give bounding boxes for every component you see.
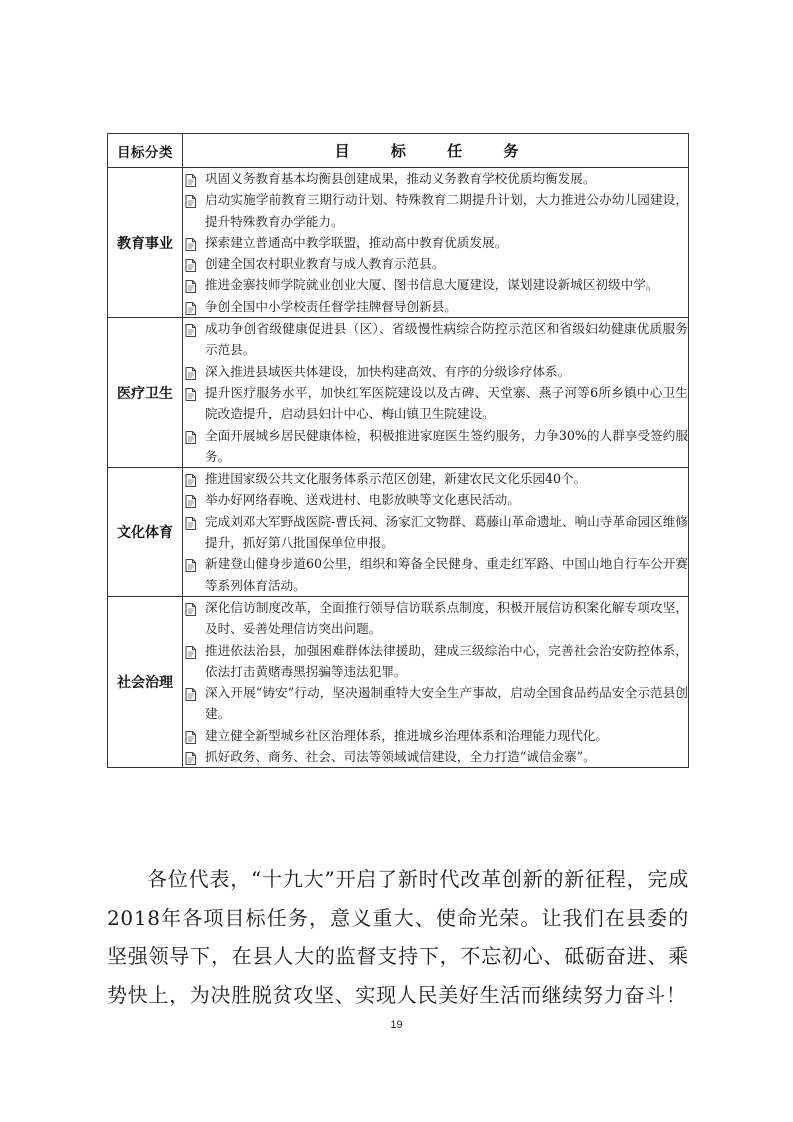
document-icon (185, 644, 196, 657)
document-icon (185, 386, 196, 399)
list-item (183, 253, 688, 274)
task-text: 新建登山健身步道60公里，组织和筹备全民健身、重走红军路、中国山地自行车公开赛等系列体育活动。 (205, 556, 688, 593)
task-text: 建立健全新型城乡社区治理体系，推进城乡治理体系和治理能力现代化。 (205, 727, 608, 743)
task-text: 推进金寨技师学院就业创业大厦、图书信息大厦建设，谋划建设新城区初级中学。 (205, 277, 659, 293)
document-icon (185, 472, 196, 485)
task-text: 探索建立普通高中教学联盟，推动高中教育优质发展。 (205, 234, 508, 250)
task-list (183, 168, 688, 317)
document-icon (185, 686, 196, 699)
list-item (183, 597, 688, 640)
page-number: 19 (390, 1019, 403, 1031)
list-item (183, 382, 688, 425)
list-item (183, 318, 688, 361)
table-row (108, 168, 689, 318)
list-item (183, 468, 688, 489)
document-icon (185, 750, 196, 763)
task-text: 深入推进县域医共体建设，加快构建高效、有序的分级诊疗体系。 (205, 363, 571, 379)
task-text: 创建全国农村职业教育与成人教育示范县。 (205, 256, 445, 272)
document-icon (185, 365, 196, 378)
document-icon (185, 278, 196, 291)
list-item (183, 725, 688, 746)
list-item (183, 640, 688, 683)
list-item (183, 553, 688, 596)
task-text: 深化信访制度改革，全面推行领导信访联系点制度，积极开展信访积案化解专项攻坚，及时、妥善处理信访突出问题。 (205, 599, 688, 637)
tasks-cell (183, 596, 689, 767)
task-list (183, 318, 688, 467)
task-text: 巩固义务教育基本均衡县创建成果，推动义务教育学校优质均衡发展。 (205, 171, 596, 186)
table-row (108, 596, 689, 767)
header-category: 目标分类 (108, 134, 183, 168)
task-text: 提升医疗服务水平，加快红军医院建设以及古碑、天堂寨、燕子河等6所乡镇中心卫生院改造提升，启动县妇计中心、梅山镇卫生院建设。 (205, 384, 688, 422)
document-icon (185, 493, 196, 506)
document-icon (185, 236, 196, 249)
list-item (183, 511, 688, 554)
task-list (183, 597, 688, 767)
list-item (183, 274, 688, 295)
table-body (108, 168, 689, 768)
category-cell: 社会治理 (108, 596, 183, 767)
task-text: 举办好网络春晚、送戏进村、电影放映等文化惠民活动。 (205, 492, 520, 508)
category-cell: 教育事业 (108, 168, 183, 318)
task-text: 推进依法治县，加强困难群体法律援助，建成三级综治中心，完善社会治安防控体系，依法打击黄赌毒黑拐骗等违法犯罪。 (205, 642, 688, 679)
closing-paragraph: 各位代表，“十九大”开启了新时代改革创新的新征程，完成2018年各项目标任务，意义重大、使命光荣。让我们在县委的坚强领导下，在县人大的监督支持下，不忘初心、砥砺奋进、乘势快上，为决胜脱贫攻坚、实现人民美好生活而继续努力奋斗！ (107, 867, 689, 1007)
tasks-cell (183, 318, 689, 468)
table-row (108, 318, 689, 468)
document-icon (185, 729, 196, 742)
table-header-row (108, 134, 689, 168)
task-text: 完成刘邓大军野战医院-曹氏祠、汤家汇文物群、葛藤山革命遗址、响山寺革命园区维修提升，抓好第八批国保单位申报。 (205, 513, 688, 551)
document-icon (185, 515, 196, 528)
document-icon (185, 172, 196, 185)
category-cell: 文化体育 (108, 468, 183, 597)
task-text: 抓好政务、商务、社会、司法等领域诚信建设，全力打造“诚信金寨”。 (205, 749, 596, 765)
list-item (183, 746, 688, 767)
task-text: 全面开展城乡居民健康体检，积极推进家庭医生签约服务，力争30%的人群享受签约服务。 (205, 427, 688, 464)
tasks-cell (183, 468, 689, 597)
list-item (183, 232, 688, 253)
document-icon (185, 557, 196, 570)
list-item (183, 425, 688, 468)
document-icon (185, 300, 196, 313)
task-text: 争创全国中小学校责任督学挂牌督导创新县。 (205, 298, 457, 314)
task-text: 推进国家级公共文化服务体系示范区创建，新建农民文化乐园40个。 (205, 471, 587, 487)
list-item (183, 682, 688, 725)
category-cell: 医疗卫生 (108, 318, 183, 468)
list-item (183, 489, 688, 510)
list-item (183, 296, 688, 317)
header-tasks: 目 标 任 务 (183, 134, 689, 168)
task-text: 成功争创省级健康促进县（区）、省级慢性病综合防控示范区和省级妇幼健康优质服务示范县。 (205, 321, 688, 358)
target-tasks-table (107, 133, 689, 768)
table-row (108, 468, 689, 597)
list-item (183, 189, 688, 232)
list-item (183, 361, 688, 382)
document-icon (185, 429, 196, 442)
document-icon (185, 322, 196, 335)
tasks-cell (183, 168, 689, 318)
list-item (183, 168, 688, 189)
task-text: 深入开展“铸安”行动，坚决遏制重特大安全生产事故，启动全国食品药品安全示范县创建。 (205, 685, 688, 722)
document-icon (185, 257, 196, 270)
document-icon (185, 193, 196, 206)
task-text: 启动实施学前教育三期行动计划、特殊教育二期提升计划，大力推进公办幼儿园建设，提升特殊教育办学能力。 (205, 192, 688, 229)
task-list (183, 468, 688, 596)
document-icon (185, 601, 196, 614)
